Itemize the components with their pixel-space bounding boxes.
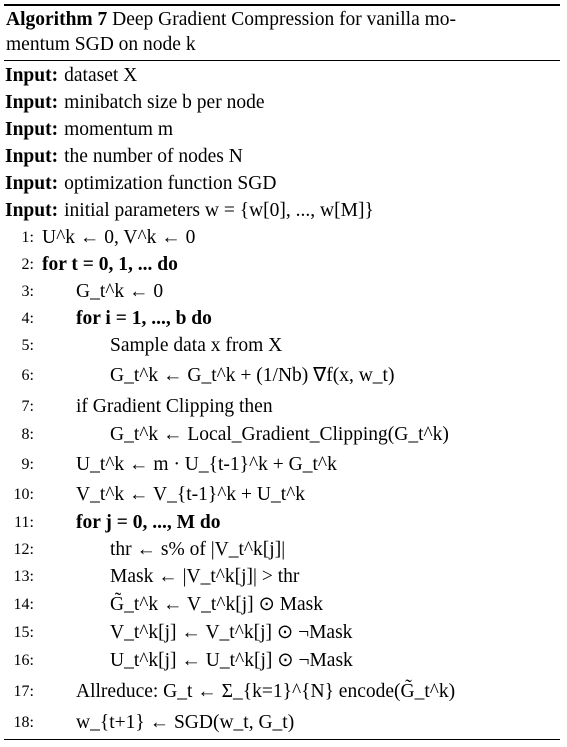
input-keyword: Input: bbox=[5, 146, 59, 167]
step-number: 12: bbox=[13, 541, 34, 558]
step-number: 4: bbox=[21, 310, 34, 327]
step-text: Sample data x from X bbox=[110, 335, 283, 356]
step-line bbox=[4, 563, 560, 591]
step-number: 5: bbox=[21, 337, 34, 354]
input-keyword: Input: bbox=[5, 92, 59, 113]
step-text: U_t^k[j] ← U_t^k[j] ⊙ ¬Mask bbox=[110, 650, 353, 671]
step-number: 10: bbox=[13, 486, 34, 503]
step-line bbox=[4, 224, 560, 251]
step-line bbox=[4, 393, 560, 420]
step-number: 1: bbox=[21, 229, 34, 246]
step-text: w_{t+1} ← SGD(w_t, G_t) bbox=[76, 712, 295, 733]
input-minibatch bbox=[4, 89, 560, 116]
step-text: U_t^k ← m · U_{t-1}^k + G_t^k bbox=[76, 454, 337, 475]
input-parameters bbox=[4, 197, 560, 224]
step-number: 7: bbox=[21, 398, 34, 415]
step-text: U^k ← 0, V^k ← 0 bbox=[42, 227, 196, 248]
bottom-rule bbox=[4, 739, 560, 740]
step-line bbox=[4, 305, 560, 332]
step-line bbox=[4, 449, 560, 481]
step-number: 6: bbox=[21, 367, 34, 384]
algorithm-block bbox=[4, 4, 560, 740]
input-optimizer bbox=[4, 170, 560, 197]
input-text: dataset X bbox=[64, 65, 138, 86]
step-text: thr ← s% of |V_t^k[j]| bbox=[110, 539, 286, 560]
input-text: momentum m bbox=[64, 119, 173, 140]
step-line bbox=[4, 420, 560, 449]
step-number: 13: bbox=[13, 568, 34, 585]
step-number: 2: bbox=[21, 256, 34, 273]
input-keyword: Input: bbox=[5, 200, 59, 221]
step-text: for t = 0, 1, ... do bbox=[42, 254, 178, 275]
input-keyword: Input: bbox=[5, 65, 59, 86]
step-number: 3: bbox=[21, 283, 34, 300]
input-dataset bbox=[4, 62, 560, 89]
input-momentum bbox=[4, 116, 560, 143]
step-text: V_t^k ← V_{t-1}^k + U_t^k bbox=[76, 484, 306, 505]
algorithm-steps bbox=[4, 224, 560, 739]
step-number: 8: bbox=[21, 426, 34, 443]
step-line bbox=[4, 709, 560, 736]
step-line bbox=[4, 481, 560, 509]
step-number: 11: bbox=[14, 514, 34, 531]
step-line bbox=[4, 359, 560, 393]
input-keyword: Input: bbox=[5, 173, 59, 194]
step-number: 14: bbox=[13, 596, 34, 613]
algorithm-title-line1: Deep Gradient Compression for vanilla mo- bbox=[112, 9, 457, 30]
step-text: Allreduce: G_t ← Σ_{k=1}^{N} encode(G̃_t^k) bbox=[76, 681, 456, 702]
step-text: G_t^k ← 0 bbox=[76, 281, 164, 302]
step-text: V_t^k[j] ← V_t^k[j] ⊙ ¬Mask bbox=[110, 622, 353, 643]
input-text: minibatch size b per node bbox=[64, 92, 265, 113]
step-line bbox=[4, 251, 560, 278]
algorithm-label: Algorithm 7 bbox=[6, 9, 108, 30]
step-number: 17: bbox=[13, 683, 34, 700]
step-line bbox=[4, 278, 560, 305]
step-number: 15: bbox=[13, 624, 34, 641]
step-line bbox=[4, 591, 560, 619]
step-number: 9: bbox=[21, 456, 34, 473]
step-line bbox=[4, 675, 560, 709]
step-text: if Gradient Clipping then bbox=[76, 396, 273, 417]
step-text: for j = 0, ..., M do bbox=[76, 512, 221, 533]
algorithm-caption bbox=[4, 6, 560, 60]
step-text: Mask ← |V_t^k[j]| > thr bbox=[110, 566, 300, 587]
step-line bbox=[4, 332, 560, 359]
step-number: 18: bbox=[13, 714, 34, 731]
step-text: for i = 1, ..., b do bbox=[76, 308, 212, 329]
input-nodes bbox=[4, 143, 560, 170]
step-text: G_t^k ← G_t^k + (1/Nb) ∇f(x, w_t) bbox=[110, 365, 395, 386]
step-line bbox=[4, 536, 560, 563]
algorithm-title-line2: mentum SGD on node k bbox=[6, 34, 196, 55]
inputs-list bbox=[4, 61, 560, 224]
step-line bbox=[4, 647, 560, 675]
input-keyword: Input: bbox=[5, 119, 59, 140]
input-text: optimization function SGD bbox=[64, 173, 277, 194]
step-text: G̃_t^k ← V_t^k[j] ⊙ Mask bbox=[110, 594, 324, 615]
step-line bbox=[4, 619, 560, 647]
step-line bbox=[4, 509, 560, 536]
step-number: 16: bbox=[13, 652, 34, 669]
input-text: initial parameters w = {w[0], ..., w[M]} bbox=[64, 200, 374, 221]
input-text: the number of nodes N bbox=[64, 146, 243, 167]
step-text: G_t^k ← Local_Gradient_Clipping(G_t^k) bbox=[110, 424, 449, 445]
